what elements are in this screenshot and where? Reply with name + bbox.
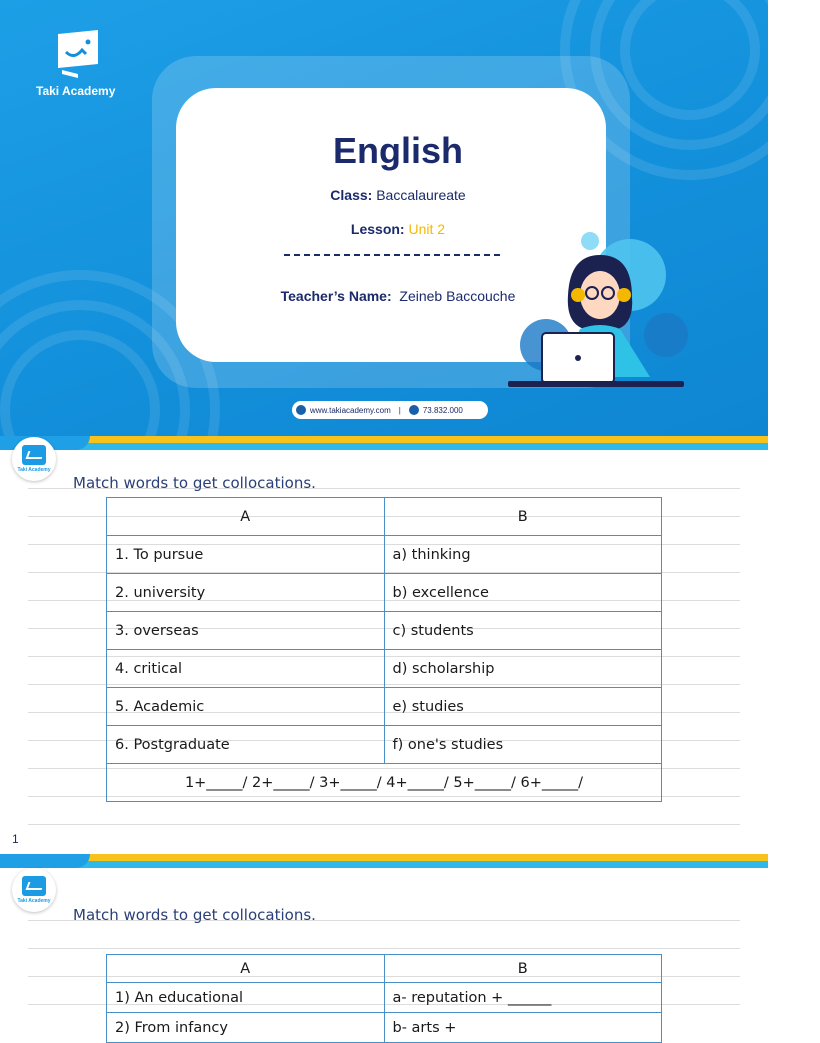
table-row xyxy=(107,612,662,650)
page-top-strip xyxy=(0,854,768,868)
table-row xyxy=(107,983,662,1013)
teacher-label: Teacher’s Name: xyxy=(280,288,392,304)
logo-icon xyxy=(22,445,46,465)
cell-a: 1) An educational xyxy=(107,983,385,1013)
subject-title: English xyxy=(332,130,463,171)
teacher-value: Zeineb Baccouche xyxy=(399,288,516,304)
cell-a: 4. critical xyxy=(107,650,385,688)
page-logo-text: Taki Academy xyxy=(17,467,51,473)
column-a-header: A xyxy=(107,498,385,536)
cell-b: b- arts + xyxy=(384,1013,662,1043)
table-header-row xyxy=(107,498,662,536)
class-label: Class: xyxy=(330,187,373,203)
cell-a: 1. To pursue xyxy=(107,536,385,574)
header-banner xyxy=(0,0,768,436)
column-b-header: B xyxy=(384,955,662,983)
cell-b: c) students xyxy=(384,612,661,650)
contact-separator: | xyxy=(398,405,401,415)
phone-number: 73.832.000 xyxy=(422,405,463,415)
table-row xyxy=(107,650,662,688)
contact-bar xyxy=(292,401,488,419)
table-row xyxy=(107,536,662,574)
table-header-row xyxy=(107,955,662,983)
cell-b: e) studies xyxy=(384,688,661,726)
brand-logo xyxy=(36,30,126,98)
cell-b: f) one's studies xyxy=(384,726,661,764)
lesson-value: Unit 2 xyxy=(408,221,446,237)
website-link[interactable]: www.takiacademy.com xyxy=(310,405,391,415)
globe-icon xyxy=(296,405,306,415)
page-logo xyxy=(12,868,56,912)
page-number: 1 xyxy=(12,832,19,846)
exercise-instruction: Match words to get collocations. xyxy=(73,474,316,492)
table-row xyxy=(107,726,662,764)
logo-icon xyxy=(22,876,46,896)
cell-b: d) scholarship xyxy=(384,650,661,688)
cell-a: 3. overseas xyxy=(107,612,385,650)
answer-blanks[interactable]: 1+_____/ 2+_____/ 3+_____/ 4+_____/ 5+_____/ 6+_____/ xyxy=(107,764,662,802)
column-a-header: A xyxy=(107,955,385,983)
cell-a: 6. Postgraduate xyxy=(107,726,385,764)
answer-row xyxy=(107,764,662,802)
page-logo xyxy=(12,437,56,481)
cell-a: 2) From infancy xyxy=(107,1013,385,1043)
matching-table xyxy=(106,954,662,1043)
cell-b: a- reputation + ______ xyxy=(384,983,662,1013)
page-top-strip xyxy=(0,436,768,450)
class-line xyxy=(0,187,796,203)
student-illustration xyxy=(500,225,700,395)
cell-b: b) excellence xyxy=(384,574,661,612)
column-b-header: B xyxy=(384,498,661,536)
exercise-instruction: Match words to get collocations. xyxy=(73,906,316,924)
ruled-line xyxy=(28,948,740,949)
brand-name: Taki Academy xyxy=(36,84,116,98)
cell-a: 5. Academic xyxy=(107,688,385,726)
table-row xyxy=(107,574,662,612)
table-row xyxy=(107,688,662,726)
ruled-line xyxy=(28,824,740,825)
page-logo-text: Taki Academy xyxy=(17,898,51,904)
matching-table xyxy=(106,497,662,802)
phone-icon xyxy=(409,405,419,415)
table-row xyxy=(107,1013,662,1043)
dashed-divider xyxy=(284,254,500,256)
class-value: Baccalaureate xyxy=(376,187,466,203)
cell-b: a) thinking xyxy=(384,536,661,574)
brand-logo-icon xyxy=(52,30,102,78)
cell-a: 2. university xyxy=(107,574,385,612)
lesson-label: Lesson: xyxy=(350,221,405,237)
